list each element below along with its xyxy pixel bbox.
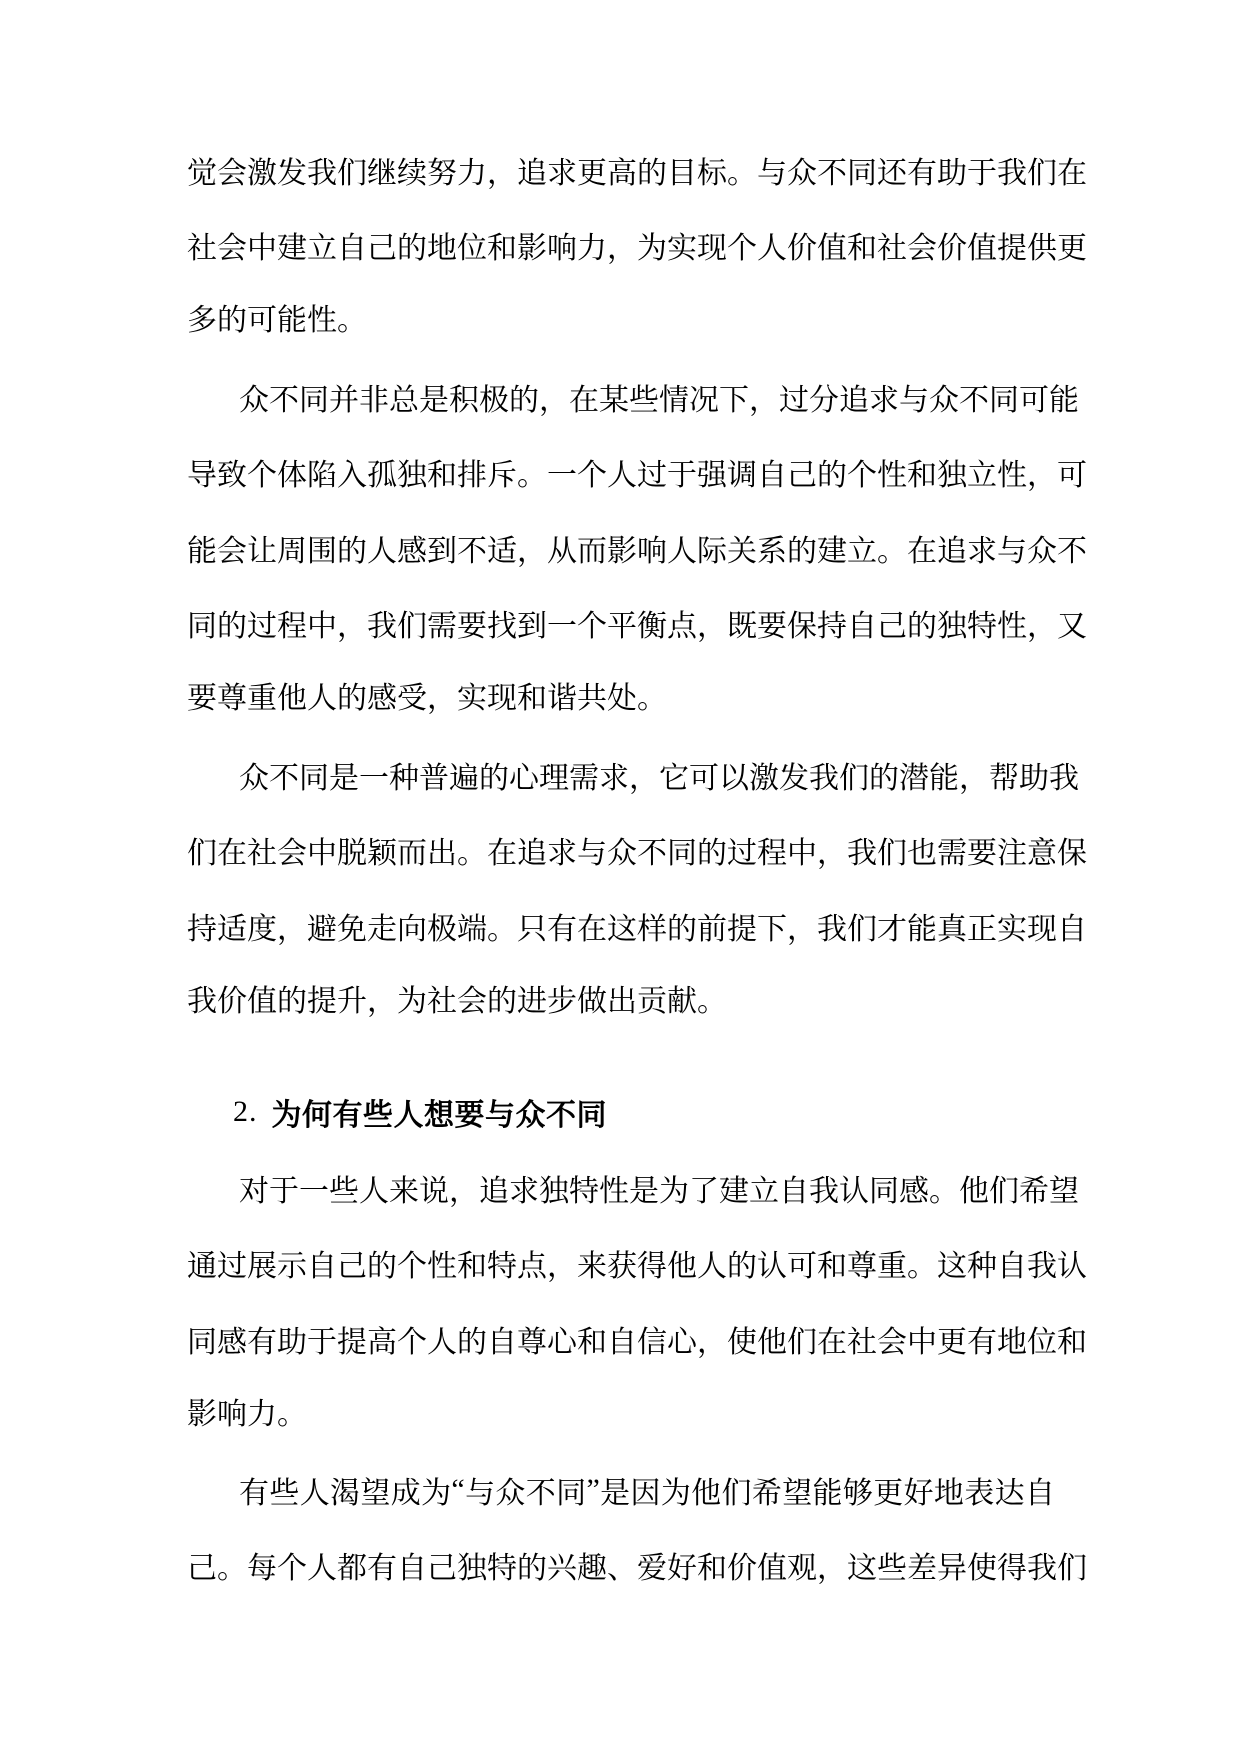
text-line: 持 适 度 ， 避 免 走 向 极 端 。 只 有 在 这 样 的 前 提 下 ， 我 们 才 能 真 正 实 现 自: [187, 912, 1087, 946]
section-heading-number: 2.: [233, 1094, 258, 1128]
text-line: 们 在 社 会 中 脱 颖 而 出 。 在 追 求 与 众 不 同 的 过 程 中 ， 我 们 也 需 要 注 意 保: [187, 837, 1087, 871]
text-line: 觉 会 激 发 我 们 继 续 努 力 ， 追 求 更 高 的 目 标 。 与 众 不 同 还 有 助 于 我 们 在: [187, 156, 1087, 190]
text-line: 同 的 过 程 中 ， 我 们 需 要 找 到 一 个 平 衡 点 ， 既 要 保 持 自 己 的 独 特 性 ， 又: [187, 610, 1087, 644]
section-heading-title: 为何有些人想要与众不同: [271, 1098, 607, 1132]
text-line: 众 不 同 是 一 种 普 遍 的 心 理 需 求 ， 它 可 以 激 发 我 们 的 潜 能 ， 帮 助 我: [239, 761, 1079, 795]
text-line: 能 会 让 周 围 的 人 感 到 不 适 ， 从 而 影 响 人 际 关 系 的 建 立 。 在 追 求 与 众 不: [187, 534, 1087, 568]
text-line: 同 感 有 助 于 提 高 个 人 的 自 尊 心 和 自 信 心 ， 使 他 们 在 社 会 中 更 有 地 位 和: [187, 1325, 1087, 1359]
text-body: [187, 132, 1087, 1603]
text-line: 要尊重他人的感受，实现和谐共处。: [187, 682, 667, 716]
text-line: 影响力。: [187, 1397, 307, 1431]
text-line: 有 些 人 渴 望 成 为 “ 与 众 不 同 ” 是 因 为 他 们 希 望 能 够 更 好 地 表 达 自: [239, 1472, 1055, 1510]
section-heading: [187, 1074, 1055, 1150]
text-line: 社 会 中 建 立 自 己 的 地 位 和 影 响 力 ， 为 实 现 个 人 价 值 和 社 会 价 值 提 供 更: [187, 232, 1087, 266]
text-line: 多的可能性。: [187, 304, 367, 338]
text-line: 己 。 每 个 人 都 有 自 己 独 特 的 兴 趣 、 爱 好 和 价 值 观 ， 这 些 差 异 使 得 我 们: [187, 1552, 1087, 1586]
text-line: 导 致 个 体 陷 入 孤 独 和 排 斥 。 一 个 人 过 于 强 调 自 己 的 个 性 和 独 立 性 ， 可: [187, 459, 1087, 493]
text-line: 众 不 同 并 非 总 是 积 极 的 ， 在 某 些 情 况 下 ， 过 分 追 求 与 众 不 同 可 能: [239, 383, 1079, 417]
text-line: 我价值的提升，为社会的进步做出贡献。: [187, 984, 727, 1018]
text-line: 通 过 展 示 自 己 的 个 性 和 特 点 ， 来 获 得 他 人 的 认 可 和 尊 重 。 这 种 自 我 认: [187, 1250, 1087, 1284]
text-line: 对 于 一 些 人 来 说 ， 追 求 独 特 性 是 为 了 建 立 自 我 认 同 感 。 他 们 希 望: [239, 1174, 1079, 1208]
